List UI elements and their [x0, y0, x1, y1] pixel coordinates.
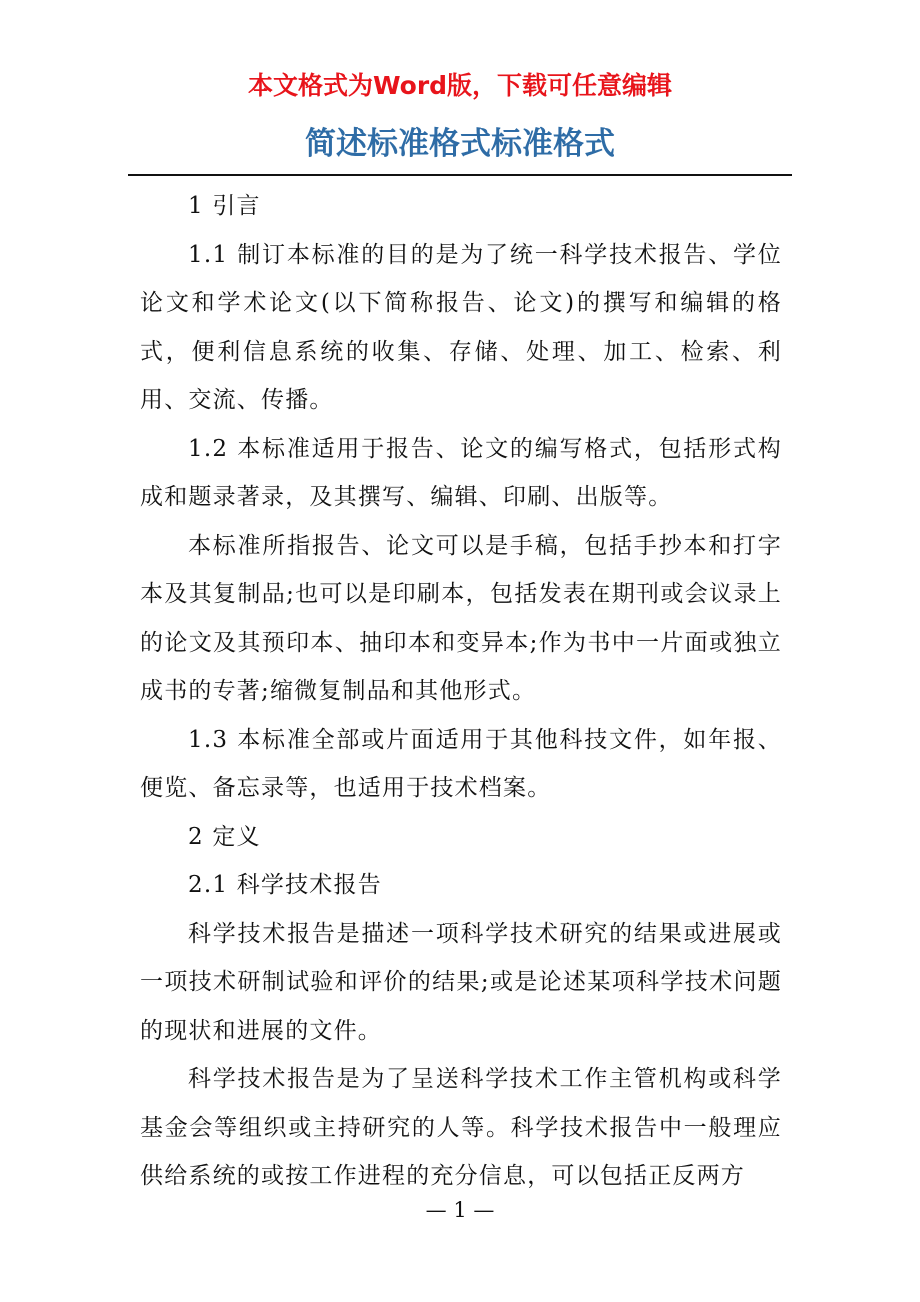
document-title: 简述标准格式标准格式 — [305, 126, 615, 162]
page-number: — 1 — — [425, 1198, 495, 1222]
paragraph-forms: 本标准所指报告、论文可以是手稿，包括手抄本和打字本及其复制品;也可以是印刷本，包括发表在期刊或会议录上的论文及其预印本、抽印本和变异本;作为书中一片面或独立成书的专著;缩微复制品和其他形式。 — [140, 532, 782, 704]
paragraph-report-purpose: 科学技术报告是为了呈送科学技术工作主管机构或科学基金会等组织或主持研究的人等。科学技术报告中一般理应供给系统的或按工作进程的充分信息，可以包括正反两方 — [140, 1066, 782, 1189]
download-notice: 本文格式为Word版，下载可任意编辑 — [247, 71, 673, 100]
paragraph-heading-definitions: 2 定义 — [188, 823, 261, 850]
paragraph-report-definition: 科学技术报告是描述一项科学技术研究的结果或进展或一项技术研制试验和评价的结果;或是论述某项科学技术问题的现状和进展的文件。 — [140, 920, 782, 1044]
document-body — [140, 182, 782, 1201]
paragraph-scope: 1.2 本标准适用于报告、论文的编写格式，包括形式构成和题录著录，及其撰写、编辑、印刷、出版等。 — [140, 435, 782, 510]
paragraph-heading-intro: 1 引言 — [188, 193, 261, 219]
title-divider — [128, 174, 792, 176]
paragraph-purpose: 1.1 制订本标准的目的是为了统一科学技术报告、学位论文和学术论文(以下简称报告、论文)的撰写和编辑的格式，便利信息系统的收集、存储、处理、加工、检索、利用、交流、传播。 — [140, 241, 782, 413]
paragraph-applicability: 1.3 本标准全部或片面适用于其他科技文件，如年报、便览、备忘录等，也适用于技术档案。 — [140, 726, 782, 801]
paragraph-heading-report: 2.1 科学技术报告 — [188, 872, 382, 898]
